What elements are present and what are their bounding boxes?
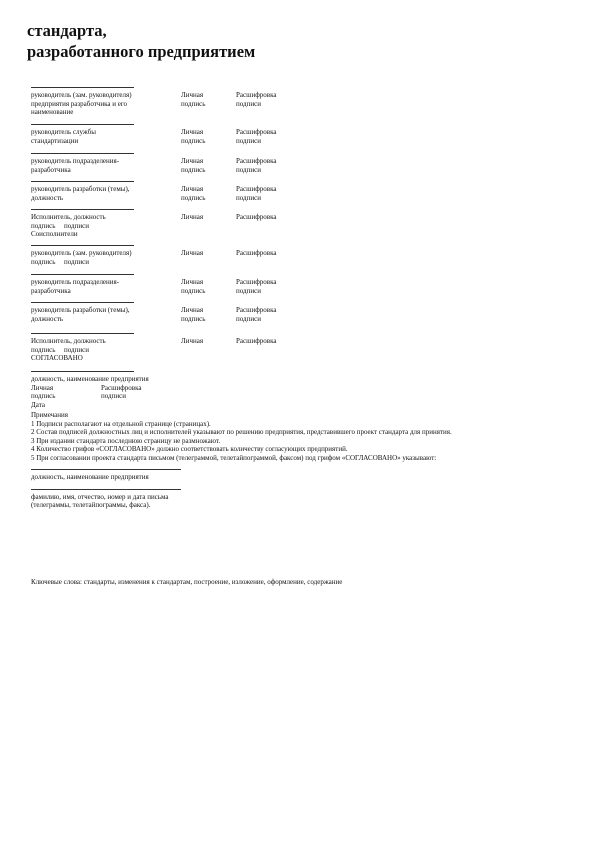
decoding-label: Расшифровка (236, 128, 277, 136)
personal-label: подписи (64, 257, 89, 266)
role-label: должность (31, 314, 64, 323)
keywords-line: Ключевые слова: стандарты, изменения к стандартам, построение, изложение, оформление, содержание (31, 578, 343, 586)
signature-line (31, 302, 134, 303)
note-item: 3 При издании стандарта последнюю страницу не размножают. (31, 436, 221, 445)
personal-label: подписи (64, 345, 89, 354)
decoding-label: Расшифровка (236, 306, 277, 314)
signature-line (31, 333, 134, 334)
signature-line (31, 489, 181, 490)
organization-label: должность, наименование предприятия (31, 473, 149, 481)
title-line-1: стандарта, (27, 21, 107, 40)
organization-label: должность, наименование предприятия (31, 375, 149, 383)
personal-label: подпись (181, 314, 206, 323)
role-label: руководитель разработки (темы), (31, 185, 130, 193)
letter-details-line: (телеграммы, телетайпограммы, факса). (31, 501, 151, 509)
notes-heading: Примечания (31, 411, 69, 419)
role-label: подпись (31, 345, 56, 354)
signature-line (31, 274, 134, 275)
signature-block (31, 124, 277, 145)
personal-label: подпись (181, 286, 206, 295)
decoding-label: Расшифровка (101, 383, 142, 392)
date-label: Дата (31, 400, 45, 409)
signature-block (31, 87, 277, 117)
note-item: 4 Количество грифов «СОГЛАСОВАНО» должно соответствовать количеству согласующих предприятий. (31, 445, 348, 453)
decoding-label: Расшифровка (236, 91, 277, 99)
role-label: подпись (31, 257, 56, 266)
decoding-label: Расшифровка (236, 249, 277, 257)
signature-block (31, 274, 277, 295)
decoding-label: Расшифровка (236, 213, 277, 221)
signature-line (31, 245, 134, 246)
signature-line (31, 371, 134, 372)
decoding-label: Расшифровка (236, 157, 277, 165)
personal-label: Личная (181, 278, 204, 286)
decoding-label: подписи (236, 136, 261, 145)
note-item: 1 Подписи располагают на отдельной странице (страницах). (31, 419, 211, 428)
letter-details-line: фамилию, имя, отчество, номер и дата письма (31, 492, 169, 501)
signature-line (31, 124, 134, 125)
role-label: стандартизации (31, 136, 79, 145)
role-label: должность (31, 193, 64, 202)
decoding-label: Расшифровка (236, 337, 277, 345)
role-label: руководитель (зам. руководителя) (31, 91, 132, 99)
personal-label: подпись (181, 99, 206, 108)
personal-label: Личная (181, 337, 204, 345)
title-line-2: разработанного предприятием (27, 42, 256, 61)
decoding-label: Расшифровка (236, 185, 277, 193)
signature-label: подпись (31, 392, 56, 400)
signature-line (31, 469, 181, 470)
signature-line (31, 153, 134, 154)
role-label: Соисполнители (31, 230, 78, 238)
note-item: 2 Состав подписей должностных лиц и исполнителей указывают по решению предприятия, представившего проект стандарта для принятия. (31, 428, 452, 436)
role-label: предприятия разработчика и его (31, 99, 128, 108)
personal-label: подпись (181, 165, 206, 174)
note-item: 5 При согласовании проекта стандарта письмом (телеграммой, телетайпограммой, факсом) под грифом «СОГЛАСОВАНО» указывают: (31, 453, 437, 462)
signature-block (31, 209, 277, 239)
decoding-label: подписи (236, 314, 261, 323)
notes-section (31, 411, 551, 510)
role-label: руководитель подразделения- (31, 278, 120, 286)
signature-block (31, 181, 277, 202)
signature-line (31, 181, 134, 182)
signature-line (31, 209, 134, 210)
personal-label: Личная (181, 157, 204, 165)
role-label: руководитель (зам. руководителя) (31, 249, 132, 257)
approval-block (31, 371, 149, 409)
signature-block (31, 153, 277, 174)
signature-line (31, 87, 134, 88)
personal-label: Личная (31, 383, 54, 392)
role-label: Исполнитель, должность (31, 337, 106, 345)
decoding-label: подписи (236, 165, 261, 174)
role-label: разработчика (31, 286, 71, 295)
role-label: руководитель разработки (темы), (31, 306, 130, 314)
role-label: разработчика (31, 165, 71, 174)
personal-label: Личная (181, 249, 204, 257)
personal-label: подпись (181, 193, 206, 202)
role-label: руководитель подразделения- (31, 157, 120, 165)
role-label: наименование (31, 108, 74, 116)
personal-label: Личная (181, 213, 204, 221)
personal-label: Личная (181, 91, 204, 99)
personal-label: Личная (181, 306, 204, 314)
role-label: Исполнитель, должность (31, 213, 106, 221)
role-label: подпись (31, 221, 56, 230)
decoding-label: подписи (236, 193, 261, 202)
decoding-label: Расшифровка (236, 278, 277, 286)
signature-block (31, 245, 277, 266)
personal-label: Личная (181, 128, 204, 136)
signature-block (31, 333, 277, 363)
decoding-label: подписи (236, 99, 261, 108)
approved-heading: СОГЛАСОВАНО (31, 354, 83, 362)
personal-label: подписи (64, 221, 89, 230)
page-title (27, 20, 255, 62)
role-label: руководитель службы (31, 128, 96, 136)
personal-label: подпись (181, 136, 206, 145)
personal-label: Личная (181, 185, 204, 193)
signature-block (31, 302, 277, 323)
signature-decoding-label: подписи (101, 392, 126, 400)
decoding-label: подписи (236, 286, 261, 295)
